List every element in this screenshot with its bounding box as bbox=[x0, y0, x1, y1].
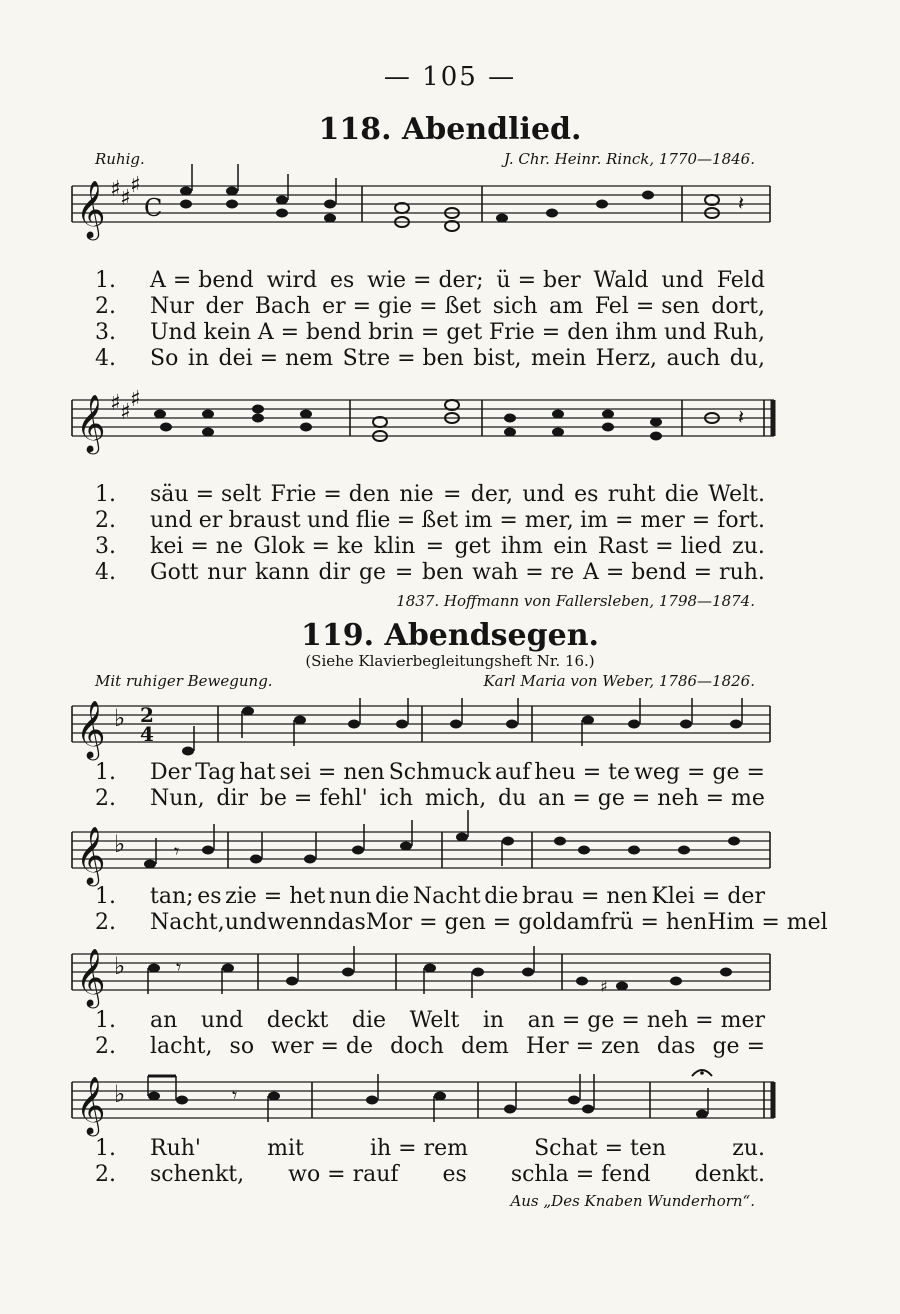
time-signature-top: 2 bbox=[140, 703, 154, 727]
lyric-line: 2. schenkt, wo = rauf es schla = fend denkt. bbox=[95, 1162, 765, 1187]
sharp-icon: ♯ bbox=[130, 387, 141, 412]
tempo-marking-118: Ruhig. bbox=[95, 150, 145, 168]
lyric-line: 4. So in dei = nem Stre = ben bist, mein Herz, auch du, bbox=[95, 346, 765, 371]
lyric-line: 2. Nun, dir be = fehl' ich mich, du an = ge = neh = me bbox=[95, 786, 765, 811]
music-staff bbox=[62, 1074, 782, 1134]
lyric-line: 2. lacht, so wer = de doch dem Her = zen das ge = bbox=[95, 1034, 765, 1059]
eighth-rest-icon: 𝄾 bbox=[232, 1083, 238, 1107]
quarter-rest-icon: 𝄽 bbox=[738, 405, 745, 429]
composer-credit-119: Karl Maria von Weber, 1786—1826. bbox=[483, 672, 755, 690]
author-credit-118: 1837. Hoffmann von Fallersleben, 1798—1874. bbox=[396, 592, 755, 610]
flat-icon: ♭ bbox=[114, 1080, 126, 1108]
sharp-icon: ♯ bbox=[600, 977, 608, 996]
page-number: — 105 — bbox=[383, 62, 517, 92]
common-time-icon: C bbox=[144, 194, 163, 222]
quarter-rest-icon: 𝄽 bbox=[738, 191, 745, 215]
time-signature-bottom: 4 bbox=[140, 722, 154, 746]
treble-clef-icon: 𝄞 bbox=[76, 180, 106, 238]
sharp-icon: ♯ bbox=[120, 400, 131, 425]
sharp-icon: ♯ bbox=[110, 391, 121, 416]
tempo-marking-119: Mit ruhiger Bewegung. bbox=[95, 672, 273, 690]
sharp-icon: ♯ bbox=[110, 177, 121, 202]
song-title-119: 119. Abendsegen. bbox=[301, 618, 599, 653]
accompaniment-note: (Siehe Klavierbegleitungsheft Nr. 16.) bbox=[305, 652, 595, 670]
lyric-line: 2. und er braust und flie = ßet im = mer, im = mer = fort. bbox=[95, 508, 765, 533]
treble-clef-icon: 𝄞 bbox=[76, 948, 106, 1006]
lyric-line: 4. Gott nur kann dir ge = ben wah = re A = bend = ruh. bbox=[95, 560, 765, 585]
lyric-line: 2. Nacht, und wenn das Mor = gen = gold am frü = hen Him = mel bbox=[95, 910, 828, 935]
lyric-line: 1. säu = selt Frie = den nie = der, und es ruht die Welt. bbox=[95, 482, 765, 507]
lyric-line: 2. Nur der Bach er = gie = ßet sich am Fel = sen dort, bbox=[95, 294, 765, 319]
lyric-line: 3. kei = ne Glok = ke klin = get ihm ein Rast = lied zu. bbox=[95, 534, 765, 559]
music-staff bbox=[62, 946, 782, 1006]
sharp-icon: ♯ bbox=[120, 186, 131, 211]
flat-icon: ♭ bbox=[114, 952, 126, 980]
eighth-rest-icon: 𝄾 bbox=[176, 955, 182, 979]
lyric-line: 1. A = bend wird es wie = der; ü = ber Wald und Feld bbox=[95, 268, 765, 293]
treble-clef-icon: 𝄞 bbox=[76, 394, 106, 452]
sharp-icon: ♯ bbox=[130, 173, 141, 198]
lyric-line: 1. tan; es zie = het nun die Nacht die brau = nen Klei = der bbox=[95, 884, 765, 909]
music-staff bbox=[62, 698, 782, 768]
composer-credit-118: J. Chr. Heinr. Rinck, 1770—1846. bbox=[504, 150, 755, 168]
lyric-line: 1. Der Tag hat sei = nen Schmuck auf heu = te weg = ge = bbox=[95, 760, 765, 785]
treble-clef-icon: 𝄞 bbox=[76, 700, 106, 758]
music-staff bbox=[62, 387, 782, 472]
eighth-rest-icon: 𝄾 bbox=[174, 839, 180, 863]
flat-icon: ♭ bbox=[114, 704, 126, 732]
treble-clef-icon: 𝄞 bbox=[76, 1076, 106, 1134]
song-title-118: 118. Abendlied. bbox=[318, 112, 582, 147]
flat-icon: ♭ bbox=[114, 830, 126, 858]
lyric-line: 1. Ruh' mit ih = rem Schat = ten zu. bbox=[95, 1136, 765, 1161]
music-staff bbox=[62, 173, 782, 258]
lyric-line: 3. Und kein A = bend brin = get Frie = den ihm und Ruh, bbox=[95, 320, 765, 345]
music-staff bbox=[62, 824, 782, 884]
source-credit-119: Aus „Des Knaben Wunderhorn“. bbox=[510, 1192, 755, 1210]
treble-clef-icon: 𝄞 bbox=[76, 826, 106, 884]
lyric-line: 1. an und deckt die Welt in an = ge = neh = mer bbox=[95, 1008, 765, 1033]
